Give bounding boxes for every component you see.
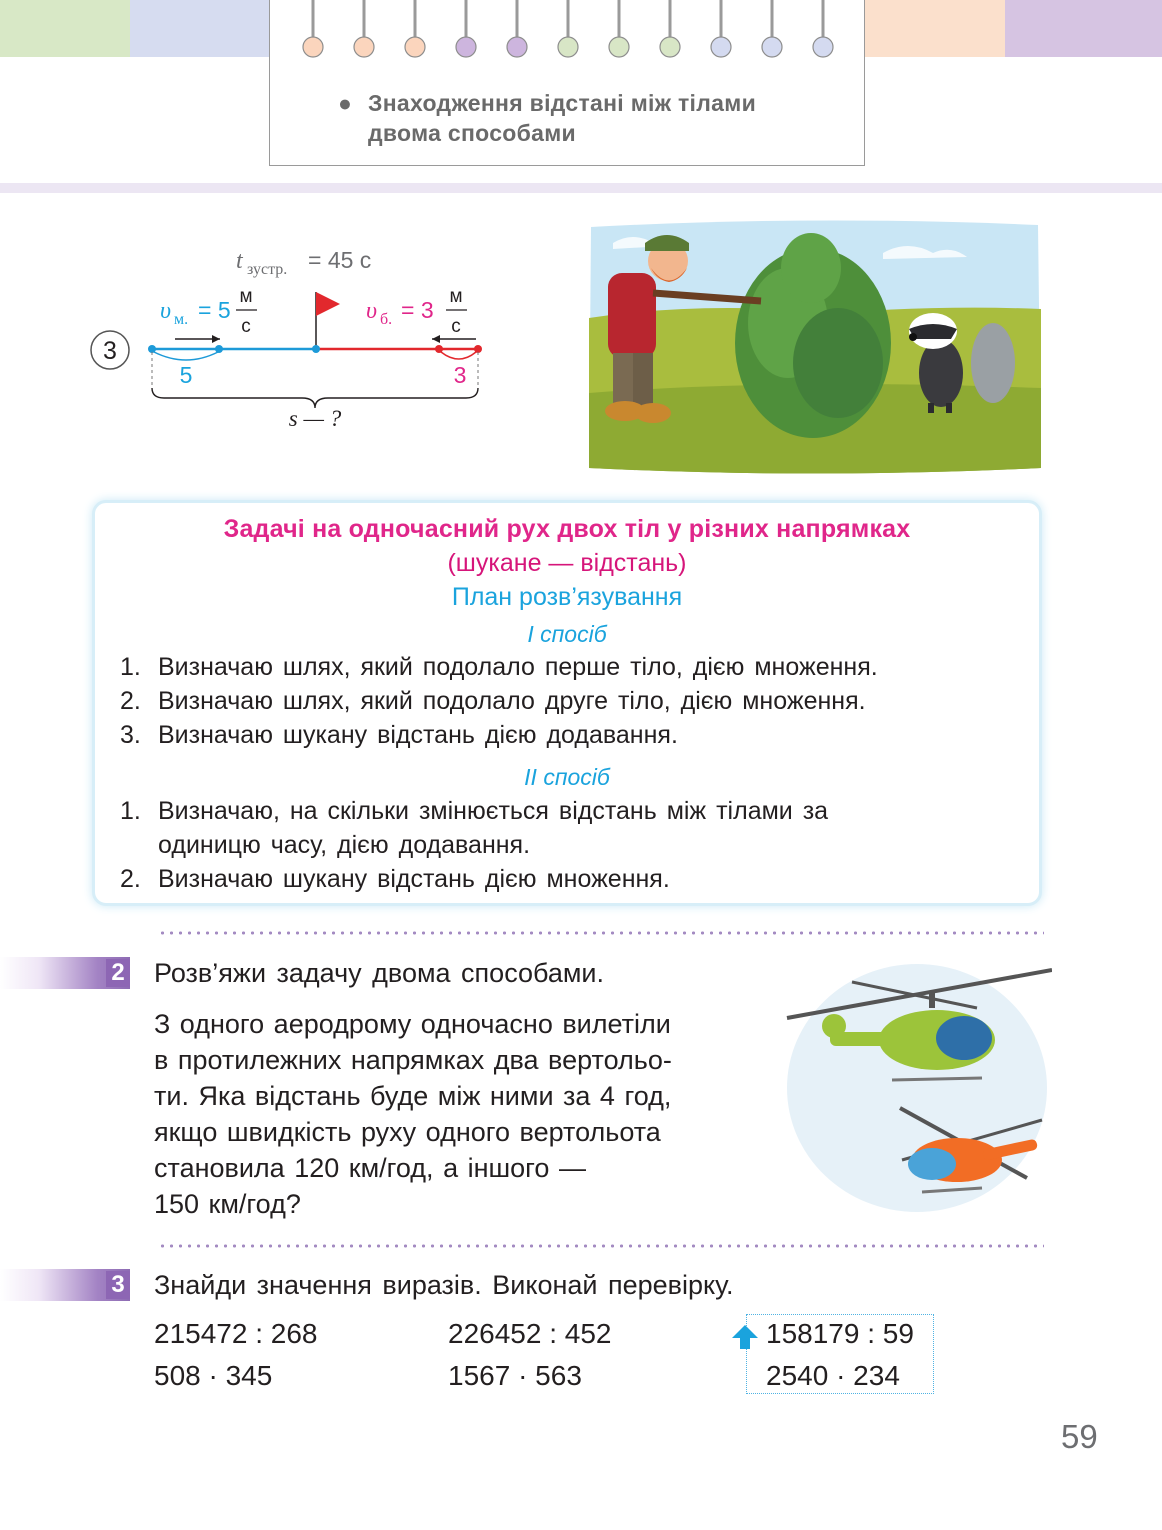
header-band-purple [1005, 0, 1162, 57]
expression-highlighted: 2540 · 234 [766, 1360, 900, 1391]
exercise-number: 3 [103, 337, 117, 365]
problem-line: становила 120 км/год, а іншого — [154, 1153, 586, 1183]
t-symbol: t [236, 248, 243, 274]
expression-highlighted: 158179 : 59 [766, 1318, 914, 1349]
flag-icon [316, 292, 340, 348]
v1-subscript: м. [174, 311, 189, 328]
v1-symbol: υ [160, 298, 172, 324]
v1-value: = 5 [198, 297, 231, 323]
problem-line: якщо швидкість руху одного вертольота [154, 1117, 661, 1147]
t-value: = 45 с [308, 247, 372, 273]
expression: 215472 : 268 [154, 1318, 318, 1349]
header-band-green [0, 0, 130, 57]
step-number: 3. [120, 721, 141, 749]
header-band-peach [865, 0, 1005, 57]
distance-label: s — ? [288, 406, 342, 431]
method-1-step-2 [120, 687, 866, 716]
dotted-divider [158, 931, 1044, 935]
v2-unit-den: с [451, 316, 461, 337]
step-number: 2. [120, 865, 141, 893]
step-text: Визначаю шукану відстань дією множення. [158, 865, 670, 893]
topic-text [338, 88, 858, 148]
v2-value: = 3 [401, 297, 434, 323]
v2-unit-num: м [449, 286, 463, 307]
v2-symbol: υ [366, 298, 378, 324]
expression: 508 · 345 [154, 1360, 273, 1391]
rule-subtitle: (шукане — відстань) [447, 549, 687, 577]
segment-label-5: 5 [179, 362, 193, 388]
right-arrow-icon [175, 335, 220, 343]
hunter-raccoon-illustration [583, 213, 1045, 475]
expression: 1567 · 563 [448, 1360, 582, 1391]
step-text: Визначаю, на скільки змінюється відстань між тілами за [158, 797, 829, 825]
method-1-step-1 [120, 653, 878, 682]
step-number: 2. [120, 687, 141, 715]
problem-line: З одного аеродрому одночасно вилетіли [154, 1009, 671, 1039]
topic-line-2: двома способами [368, 120, 576, 146]
topic-line-1: Знаходження відстані між тілами [368, 90, 757, 116]
notebook-rings [270, 0, 866, 70]
rule-plan-heading: План розв’язування [451, 583, 683, 611]
advanced-expressions-box [746, 1314, 934, 1394]
step-number: 1. [120, 797, 141, 825]
motion-diagram [80, 238, 520, 438]
method-1-step-3 [120, 721, 678, 750]
method-2-step-1-continued: одиницю часу, дією додавання. [158, 831, 531, 859]
v1-unit-den: с [241, 316, 251, 337]
step-number: 1. [120, 653, 141, 681]
dotted-divider [158, 1244, 1044, 1248]
method-2-step-2 [120, 865, 670, 894]
bullet-icon: ● [338, 90, 353, 116]
header-divider [0, 183, 1162, 193]
distance-brace [152, 388, 478, 408]
task-2-problem [154, 1006, 764, 1222]
v1-unit-num: м [239, 286, 253, 307]
topic-card [269, 0, 865, 166]
v2-subscript: б. [380, 311, 393, 328]
segment-label-3: 3 [453, 362, 467, 388]
problem-line: в протилежних напрямках два вертольо- [154, 1045, 672, 1075]
problem-line: 150 км/год? [154, 1189, 301, 1219]
step-text: Визначаю шлях, який подолало перше тіло, дією множення. [158, 653, 878, 681]
header-band-blue [130, 0, 270, 57]
method-2-heading: II спосіб [524, 764, 610, 790]
task-3-number: 3 [106, 1271, 130, 1299]
task-2-number: 2 [106, 959, 130, 987]
page-number: 59 [1061, 1418, 1098, 1455]
method-2-step-1 [120, 797, 828, 826]
up-arrow-icon [731, 1323, 759, 1351]
t-subscript: зустр. [247, 261, 288, 278]
method-1-heading: I спосіб [527, 621, 607, 647]
expression: 226452 : 452 [448, 1318, 612, 1349]
helicopters-illustration [782, 960, 1052, 1215]
rule-title: Задачі на одночасний рух двох тіл у різних напрямках [223, 515, 911, 543]
step-text: Визначаю шлях, який подолало друге тіло, дією множення. [158, 687, 866, 715]
step-text: Визначаю шукану відстань дією додавання. [158, 721, 678, 749]
task-2-heading: Розв’яжи задачу двома способами. [154, 958, 605, 988]
task-3-heading: Знайди значення виразів. Виконай перевірку. [154, 1270, 734, 1300]
problem-line: ти. Яка відстань буде між ними за 4 год, [154, 1081, 672, 1111]
